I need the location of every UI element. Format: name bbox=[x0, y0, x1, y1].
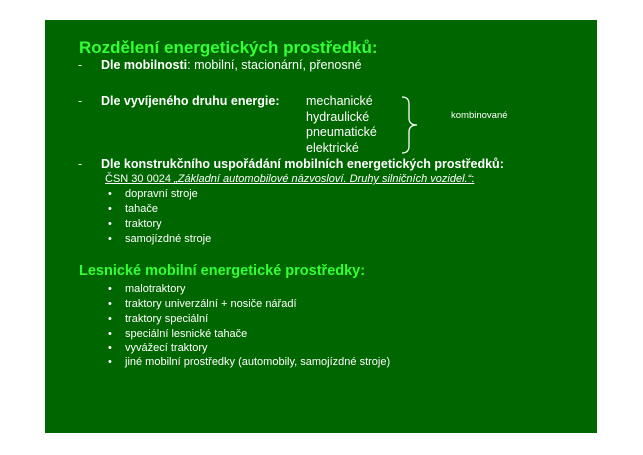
construction-item: traktory bbox=[125, 218, 162, 230]
forestry-item: vyvážecí traktory bbox=[125, 342, 208, 354]
heading-energy-means: Rozdělení energetických prostředků: bbox=[79, 38, 378, 57]
bullet-marker: • bbox=[108, 328, 112, 340]
standard-number: ČSN 30 0024 bbox=[105, 173, 172, 185]
item-mobility-text: : mobilní, stacionární, přenosné bbox=[187, 58, 362, 72]
bullet-marker: • bbox=[108, 313, 112, 325]
bullet-marker: • bbox=[108, 188, 112, 200]
bullet-marker: • bbox=[108, 218, 112, 230]
energy-type-item: pneumatické bbox=[306, 125, 377, 139]
construction-item: samojízdné stroje bbox=[125, 233, 212, 245]
heading-forestry: Lesnické mobilní energetické prostředky: bbox=[79, 263, 366, 279]
energy-type-item: mechanické bbox=[306, 94, 373, 108]
standard-title: „Základní automobilové názvosloví. Druhy silničních vozidel.“ bbox=[174, 173, 472, 185]
bullet-marker: • bbox=[108, 283, 112, 295]
construction-item: tahače bbox=[125, 203, 159, 215]
item-mobility bbox=[101, 58, 362, 72]
dash-marker: - bbox=[78, 94, 83, 108]
dash-marker: - bbox=[78, 58, 83, 72]
forestry-item: traktory speciální bbox=[125, 313, 209, 325]
bullet-marker: • bbox=[108, 356, 112, 368]
standard-reference bbox=[105, 173, 474, 185]
forestry-item: speciální lesnické tahače bbox=[125, 328, 248, 340]
bullet-marker: • bbox=[108, 342, 112, 354]
bullet-marker: • bbox=[108, 233, 112, 245]
bullet-marker: • bbox=[108, 298, 112, 310]
forestry-item: malotraktory bbox=[125, 283, 186, 295]
combined-label: kombinované bbox=[451, 110, 508, 121]
item-mobility-label: Dle mobilnosti bbox=[101, 58, 188, 72]
energy-type-item: hydraulické bbox=[306, 110, 370, 124]
construction-item: dopravní stroje bbox=[125, 188, 198, 200]
slide bbox=[45, 20, 597, 433]
dash-marker: - bbox=[78, 157, 83, 171]
standard-tail: : bbox=[471, 173, 475, 185]
forestry-item: traktory univerzální + nosiče nářadí bbox=[125, 298, 297, 310]
curly-brace bbox=[400, 94, 445, 156]
item-energy-type-label: Dle vyvíjeného druhu energie: bbox=[101, 94, 280, 108]
bullet-marker: • bbox=[108, 203, 112, 215]
energy-type-item: elektrické bbox=[306, 141, 359, 155]
item-construction-label: Dle konstrukčního uspořádání mobilních energetických prostředků: bbox=[101, 157, 504, 171]
forestry-item: jiné mobilní prostředky (automobily, samojízdné stroje) bbox=[125, 356, 391, 368]
